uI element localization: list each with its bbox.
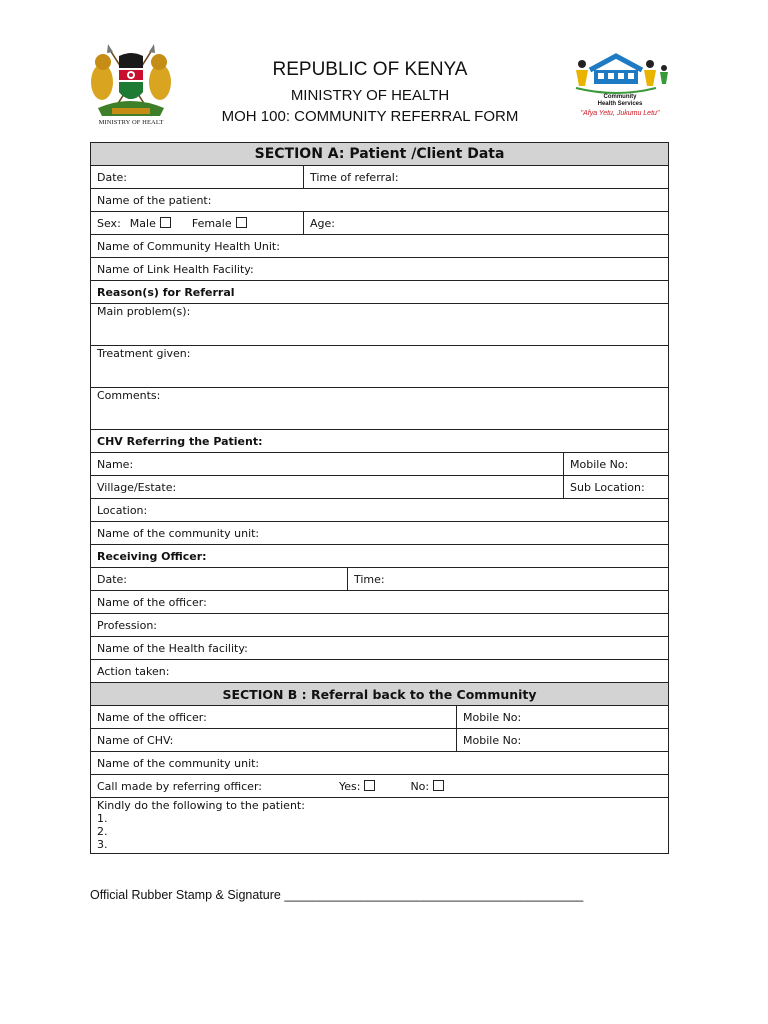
chv-referring-heading: CHV Referring the Patient: bbox=[91, 430, 669, 453]
b-community-unit-field[interactable]: Name of the community unit: bbox=[91, 752, 669, 775]
no-label: No: bbox=[410, 779, 430, 793]
instructions-field[interactable] bbox=[91, 798, 669, 854]
section-b-header-row bbox=[91, 683, 669, 706]
instructions-label: Kindly do the following to the patient: bbox=[97, 799, 305, 812]
table-row bbox=[91, 212, 669, 235]
community-unit-field[interactable]: Name of the community unit: bbox=[91, 522, 669, 545]
time-of-referral-field[interactable]: Time of referral: bbox=[304, 166, 669, 189]
signature-field[interactable]: ___________________________________________ bbox=[284, 888, 584, 902]
sub-location-field[interactable]: Sub Location: bbox=[564, 476, 669, 499]
table-row bbox=[91, 568, 669, 591]
table-row bbox=[91, 453, 669, 476]
table-row bbox=[91, 281, 669, 304]
form-title: MOH 100: COMMUNITY REFERRAL FORM bbox=[221, 108, 519, 125]
table-row bbox=[91, 258, 669, 281]
date-field[interactable]: Date: bbox=[91, 166, 304, 189]
instruction-item-2: 2. bbox=[97, 825, 108, 838]
table-row bbox=[91, 660, 669, 683]
treatment-given-field[interactable]: Treatment given: bbox=[91, 346, 669, 388]
b-chv-mobile-field[interactable]: Mobile No: bbox=[457, 729, 669, 752]
chs-name-line1: Community bbox=[603, 94, 637, 100]
table-row bbox=[91, 706, 669, 729]
table-row bbox=[91, 614, 669, 637]
ministry-title: MINISTRY OF HEALTH bbox=[290, 87, 450, 104]
table-row bbox=[91, 729, 669, 752]
health-facility-field[interactable]: Name of the Health facility: bbox=[91, 637, 669, 660]
table-row bbox=[91, 235, 669, 258]
village-estate-field[interactable]: Village/Estate: bbox=[91, 476, 564, 499]
main-problems-field[interactable]: Main problem(s): bbox=[91, 304, 669, 346]
table-row bbox=[91, 388, 669, 430]
table-row bbox=[91, 430, 669, 453]
stamp-signature-line bbox=[90, 888, 583, 902]
section-a-header-row bbox=[91, 143, 669, 166]
table-row bbox=[91, 476, 669, 499]
b-officer-name-field[interactable]: Name of the officer: bbox=[91, 706, 457, 729]
table-row bbox=[91, 637, 669, 660]
officer-name-field[interactable]: Name of the officer: bbox=[91, 591, 669, 614]
female-checkbox[interactable] bbox=[236, 217, 247, 228]
coat-of-arms-caption: MINISTRY OF HEALT bbox=[98, 119, 164, 126]
table-row bbox=[91, 189, 669, 212]
chv-name-field[interactable]: Name: bbox=[91, 453, 564, 476]
table-row bbox=[91, 775, 669, 798]
sex-label: Sex: bbox=[97, 216, 121, 230]
sex-field bbox=[91, 212, 304, 235]
receiving-time-field[interactable]: Time: bbox=[348, 568, 669, 591]
male-label: Male bbox=[129, 216, 156, 230]
action-taken-field[interactable]: Action taken: bbox=[91, 660, 669, 683]
profession-field[interactable]: Profession: bbox=[91, 614, 669, 637]
section-a-title: SECTION A: Patient /Client Data bbox=[91, 143, 669, 166]
table-row bbox=[91, 499, 669, 522]
link-health-facility-field[interactable]: Name of Link Health Facility: bbox=[91, 258, 669, 281]
community-health-unit-field[interactable]: Name of Community Health Unit: bbox=[91, 235, 669, 258]
patient-name-field[interactable]: Name of the patient: bbox=[91, 189, 669, 212]
b-chv-name-field[interactable]: Name of CHV: bbox=[91, 729, 457, 752]
table-row bbox=[91, 798, 669, 854]
reasons-for-referral-heading: Reason(s) for Referral bbox=[91, 281, 669, 304]
chs-motto: "Afya Yetu, Jukumu Letu" bbox=[580, 110, 660, 117]
female-label: Female bbox=[191, 216, 232, 230]
referral-form-table bbox=[90, 142, 669, 854]
b-officer-mobile-field[interactable]: Mobile No: bbox=[457, 706, 669, 729]
receiving-officer-heading: Receiving Officer: bbox=[91, 545, 669, 568]
age-field[interactable]: Age: bbox=[304, 212, 669, 235]
location-field[interactable]: Location: bbox=[91, 499, 669, 522]
chs-name-line2: Health Services bbox=[597, 101, 643, 107]
table-row bbox=[91, 522, 669, 545]
table-row bbox=[91, 545, 669, 568]
table-row bbox=[91, 591, 669, 614]
instruction-item-3: 3. bbox=[97, 838, 108, 851]
section-b-title: SECTION B : Referral back to the Community bbox=[91, 683, 669, 706]
table-row bbox=[91, 166, 669, 189]
chs-name bbox=[572, 94, 668, 108]
stamp-label: Official Rubber Stamp & Signature bbox=[90, 888, 281, 902]
country-title: REPUBLIC OF KENYA bbox=[272, 59, 468, 80]
table-row bbox=[91, 346, 669, 388]
comments-field[interactable]: Comments: bbox=[91, 388, 669, 430]
call-made-field bbox=[91, 775, 669, 798]
male-checkbox[interactable] bbox=[160, 217, 171, 228]
yes-label: Yes: bbox=[338, 779, 361, 793]
no-checkbox[interactable] bbox=[433, 780, 444, 791]
call-made-label: Call made by referring officer: bbox=[97, 779, 262, 793]
table-row bbox=[91, 752, 669, 775]
yes-checkbox[interactable] bbox=[364, 780, 375, 791]
receiving-date-field[interactable]: Date: bbox=[91, 568, 348, 591]
table-row bbox=[91, 304, 669, 346]
instruction-item-1: 1. bbox=[97, 812, 108, 825]
chv-mobile-field[interactable]: Mobile No: bbox=[564, 453, 669, 476]
